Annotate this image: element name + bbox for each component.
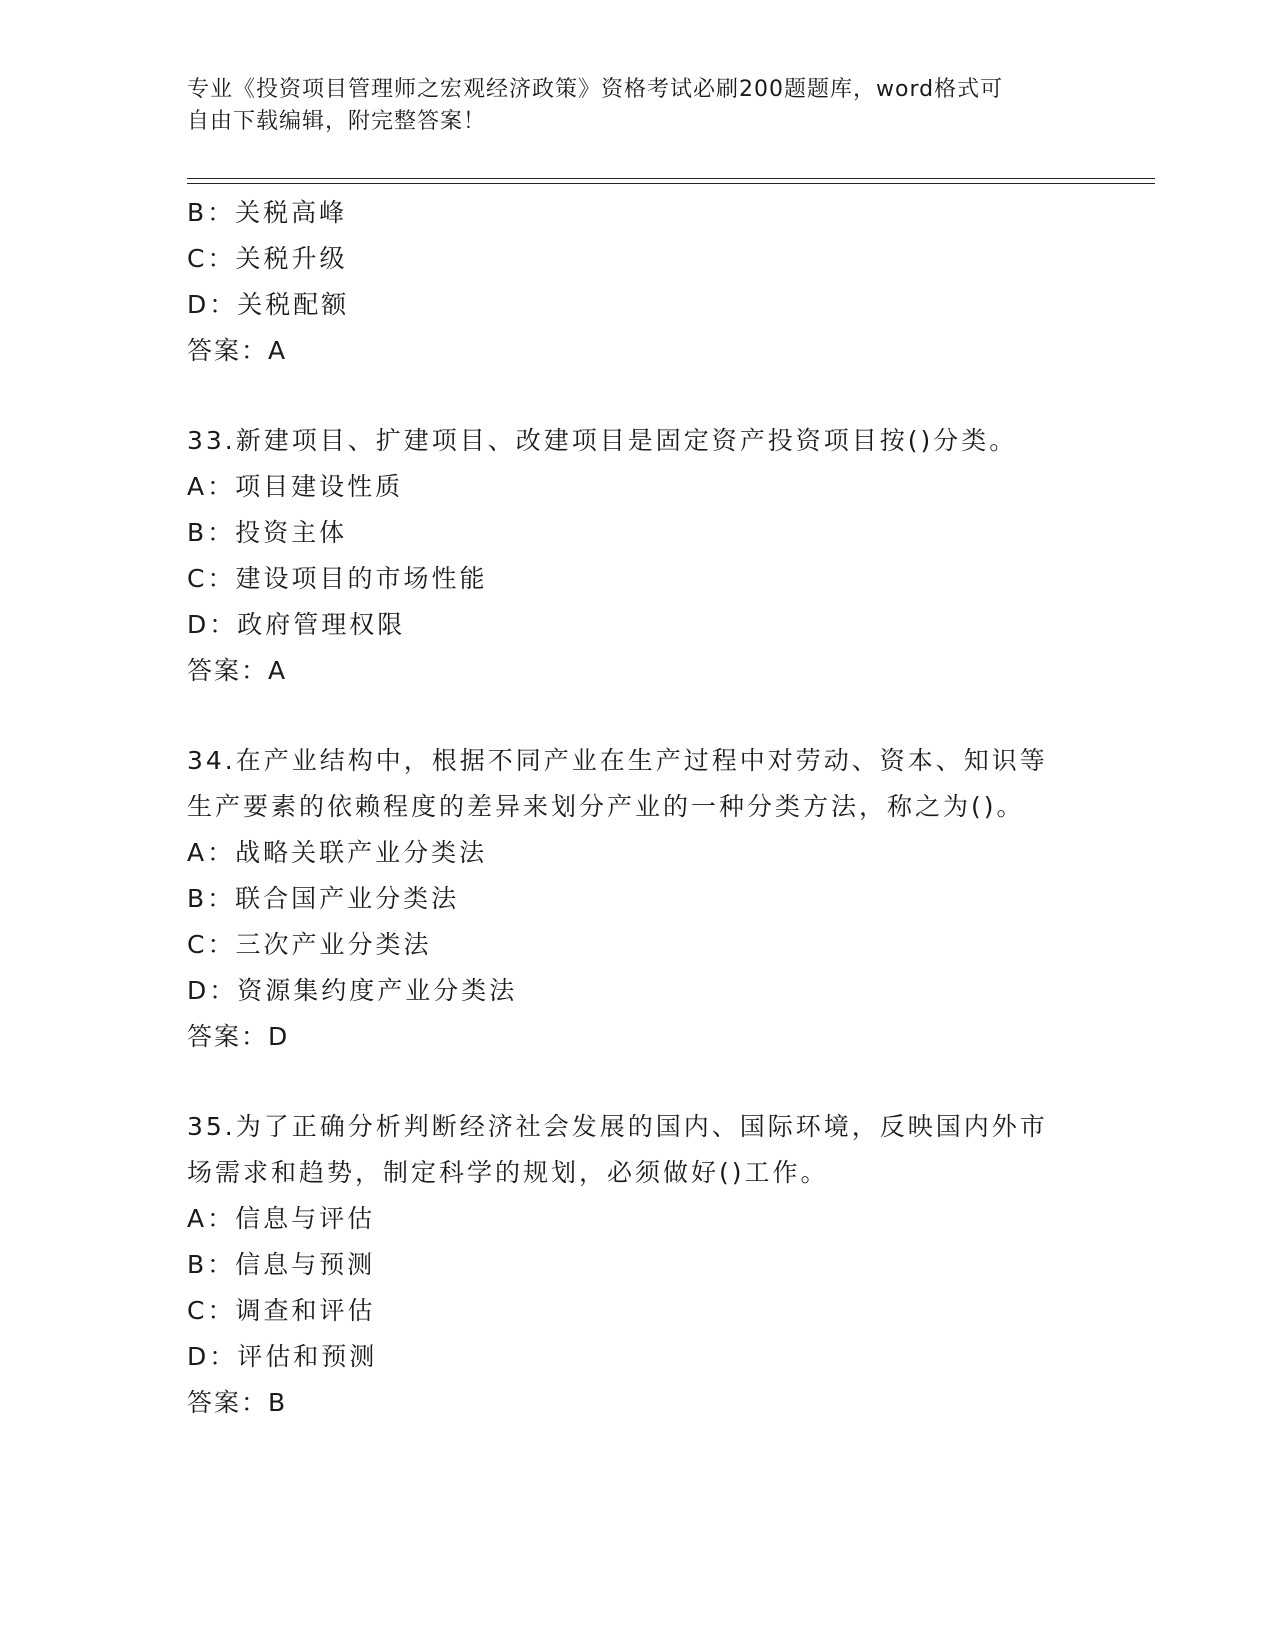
option-c: C：三次产业分类法 <box>187 930 432 959</box>
option-c: C：关税升级 <box>187 244 348 273</box>
question-list <box>187 190 1087 1426</box>
spacer <box>187 1060 1087 1104</box>
option-d: D：评估和预测 <box>187 1342 378 1371</box>
question-stem-line-1: 35.为了正确分析判断经济社会发展的国内、国际环境，反映国内外市 <box>187 1112 1048 1141</box>
header-divider-bottom <box>187 183 1155 184</box>
option-b: B：信息与预测 <box>187 1250 376 1279</box>
question-stem-line-2: 生产要素的依赖程度的差异来划分产业的一种分类方法，称之为()。 <box>187 792 1025 821</box>
option-d: D：关税配额 <box>187 290 350 319</box>
question-stem-line-1: 34.在产业结构中，根据不同产业在生产过程中对劳动、资本、知识等 <box>187 746 1048 775</box>
answer-label: 答案：A <box>187 336 288 365</box>
question-33 <box>187 418 1087 694</box>
answer-label: 答案：A <box>187 656 288 685</box>
spacer <box>187 694 1087 738</box>
answer-label: 答案：D <box>187 1022 290 1051</box>
option-a: A：战略关联产业分类法 <box>187 838 488 867</box>
header-title-line-2: 自由下载编辑，附完整答案！ <box>187 109 487 134</box>
question-35 <box>187 1104 1087 1426</box>
option-c: C：调查和评估 <box>187 1296 376 1325</box>
header-divider-top <box>187 178 1155 179</box>
option-d: D：政府管理权限 <box>187 610 406 639</box>
question-stem-line-2: 场需求和趋势，制定科学的规划，必须做好()工作。 <box>187 1158 829 1187</box>
option-a: A：项目建设性质 <box>187 472 404 501</box>
document-header <box>187 74 1067 138</box>
option-c: C：建设项目的市场性能 <box>187 564 488 593</box>
question-34 <box>187 738 1087 1060</box>
question-stem: 33.新建项目、扩建项目、改建项目是固定资产投资项目按()分类。 <box>187 426 1018 455</box>
spacer <box>187 374 1087 418</box>
option-b: B：联合国产业分类法 <box>187 884 460 913</box>
carryover-question <box>187 190 1087 374</box>
option-b: B：投资主体 <box>187 518 348 547</box>
option-d: D：资源集约度产业分类法 <box>187 976 518 1005</box>
option-b: B：关税高峰 <box>187 198 348 227</box>
option-a: A：信息与评估 <box>187 1204 376 1233</box>
answer-label: 答案：B <box>187 1388 288 1417</box>
header-title-line-1: 专业《投资项目管理师之宏观经济政策》资格考试必刷200题题库，word格式可 <box>187 77 1004 102</box>
